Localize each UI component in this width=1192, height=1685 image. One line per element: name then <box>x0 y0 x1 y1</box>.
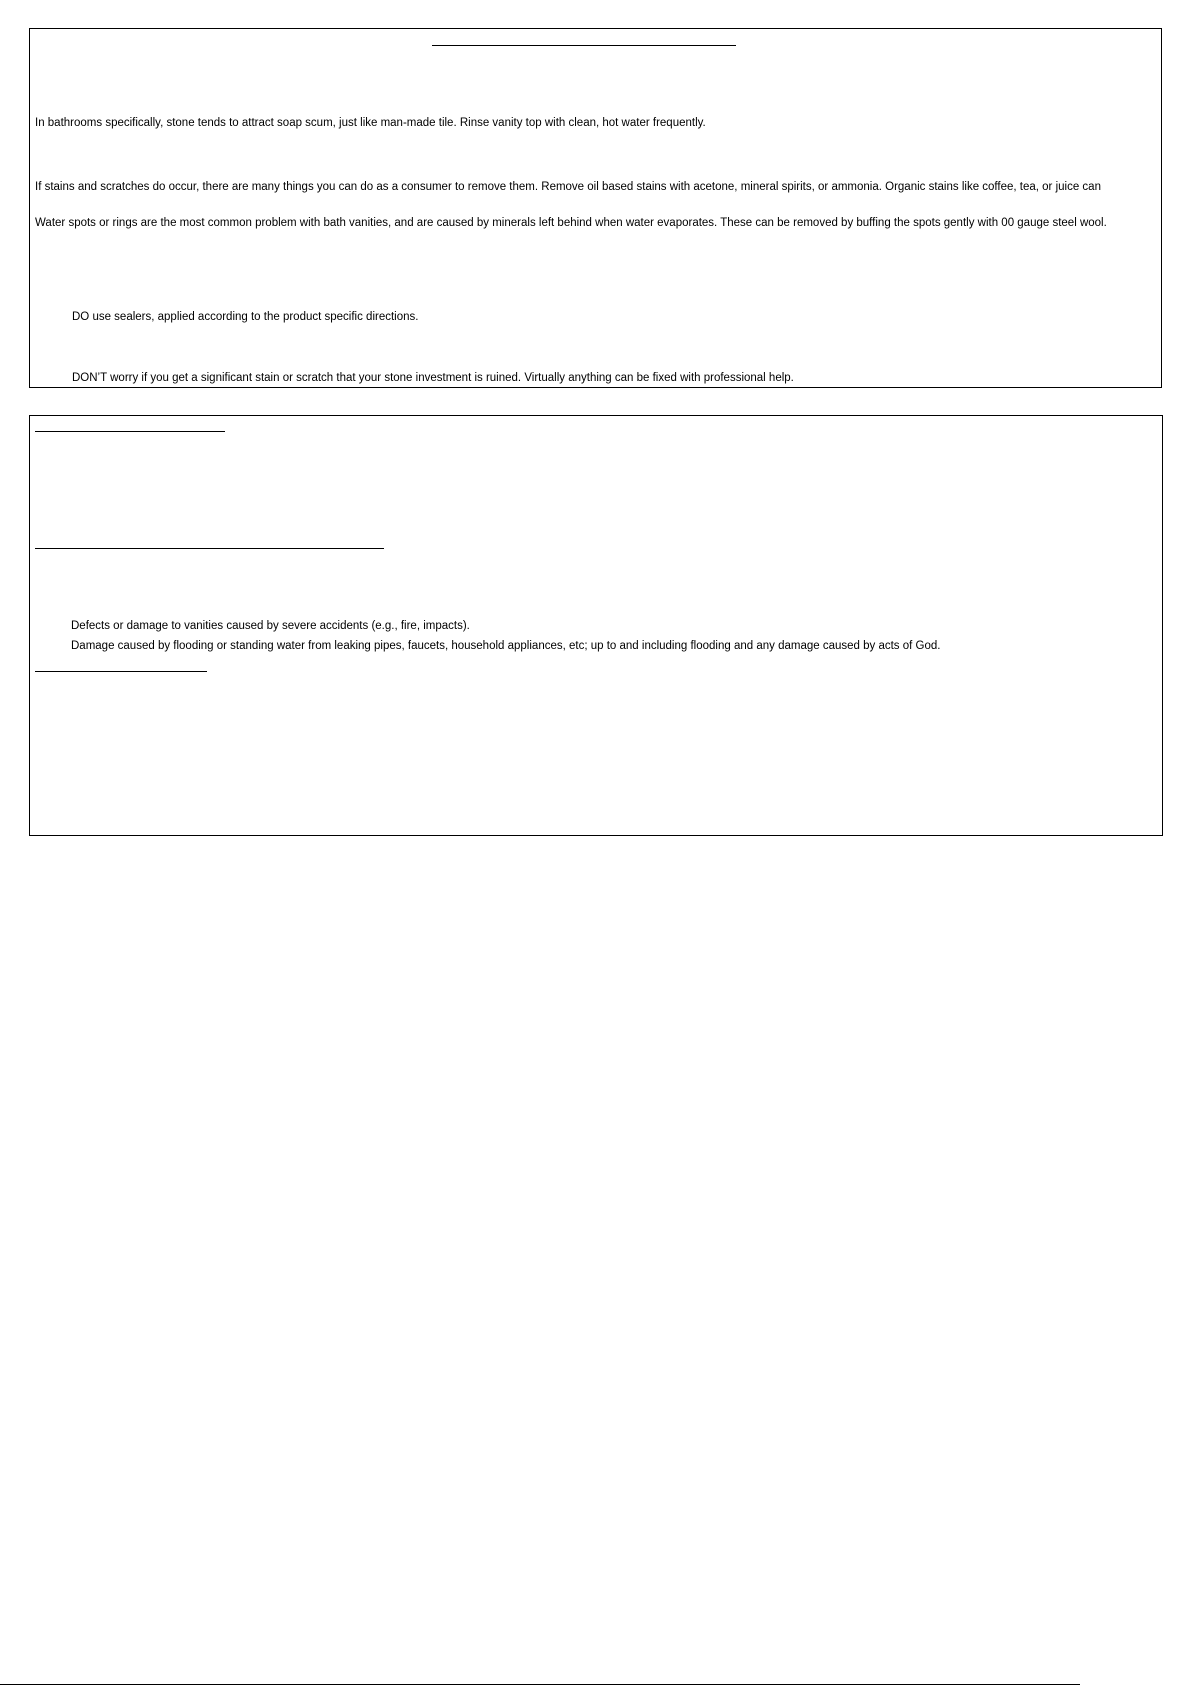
exclusion-item: Defects or damage to vanities caused by severe accidents (e.g., fire, impacts). <box>71 620 470 632</box>
exclusion-item: Damage caused by flooding or standing water from leaking pipes, faucets, household appliances, etc; up to and including flooding and any damage caused by acts of God. <box>71 640 941 652</box>
warranty-box <box>29 415 1163 836</box>
section-heading-underline <box>35 548 384 549</box>
water-spots-paragraph: Water spots or rings are the most common problem with bath vanities, and are caused by minerals left behind when water evaporates. These can be removed by buffing the spots gently with 00 gauge steel wool. <box>35 217 1107 229</box>
bathroom-paragraph: In bathrooms specifically, stone tends to attract soap scum, just like man-made tile. Rinse vanity top with clean, hot water frequently. <box>35 117 706 129</box>
section-heading-underline <box>35 671 207 672</box>
heading-underline <box>432 45 736 46</box>
section-heading-underline <box>35 431 225 432</box>
tip-do-sealers: DO use sealers, applied according to the product specific directions. <box>72 311 419 323</box>
tip-dont-worry: DON’T worry if you get a significant stain or scratch that your stone investment is ruined. Virtually anything can be fixed with professional help. <box>72 372 794 384</box>
stains-paragraph: If stains and scratches do occur, there are many things you can do as a consumer to remove them. Remove oil based stains with acetone, mineral spirits, or ammonia. Organic stains like coffee, tea, or juice can <box>35 181 1101 193</box>
stone-care-box <box>29 28 1162 388</box>
